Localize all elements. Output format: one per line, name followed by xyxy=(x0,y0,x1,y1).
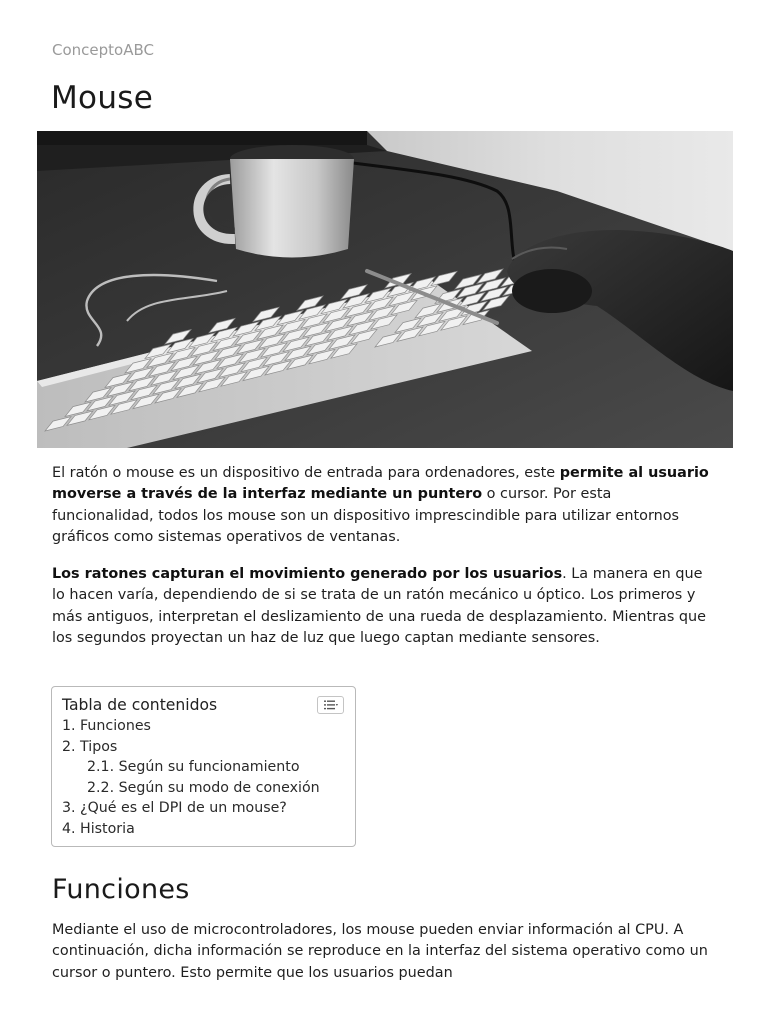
table-of-contents xyxy=(51,686,356,847)
list-toggle-icon[interactable] xyxy=(317,696,344,714)
toc-item-dpi[interactable]: 3. ¿Qué es el DPI de un mouse? xyxy=(62,800,287,817)
hero-image xyxy=(37,131,733,448)
section-title-funciones: Funciones xyxy=(52,874,190,905)
toc-item-segun-funcionamiento[interactable]: 2.1. Según su funcionamiento xyxy=(87,759,300,776)
funciones-paragraph: Mediante el uso de microcontroladores, los mouse pueden enviar información al CPU. A continuación, dicha información se reproduce en la interfaz del sistema operativo como un cursor o puntero. Esto permite que los usuarios puedan xyxy=(52,922,708,981)
site-name-link[interactable]: ConceptoABC xyxy=(52,41,154,59)
toc-item-tipos[interactable]: 2. Tipos xyxy=(62,738,118,755)
toc-title: Tabla de contenidos xyxy=(62,696,218,714)
intro-paragraph: El ratón o mouse es un dispositivo de entrada para ordenadores, este permite al usuario moverse a través de la interfaz mediante un puntero o cursor. Por esta funcionalidad, todos los mouse son un dispositivo imprescindible para utilizar entornos gráficos como sistemas operativos de ventanas. xyxy=(52,465,709,545)
toc-list xyxy=(62,716,345,840)
toc-item-historia[interactable]: 4. Historia xyxy=(62,820,135,837)
page-title: Mouse xyxy=(51,80,154,116)
capture-paragraph: Los ratones capturan el movimiento generado por los usuarios. La manera en que lo hacen varía, dependiendo de si se trata de un ratón mecánico u óptico. Los primeros y más antiguos, interpretan el deslizamiento de una rueda de desplazamiento. Mientras que los segundos proyectan un haz de luz que luego captan mediante sensores. xyxy=(52,566,707,646)
toc-item-segun-conexion[interactable]: 2.2. Según su modo de conexión xyxy=(87,779,320,796)
toc-item-funciones[interactable]: 1. Funciones xyxy=(62,718,151,734)
